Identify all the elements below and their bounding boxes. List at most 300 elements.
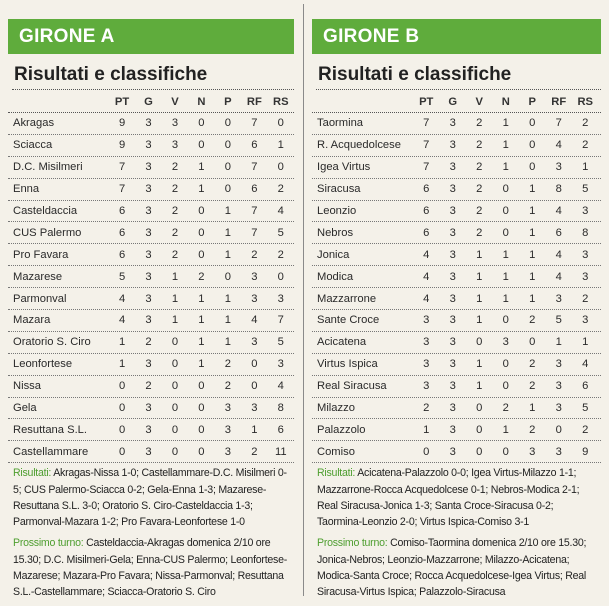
stat-cell: 7 <box>555 117 562 130</box>
stat-cell: 3 <box>145 139 152 152</box>
stat-cell: 7 <box>277 314 284 327</box>
stat-cell: 0 <box>502 183 509 196</box>
table-row <box>8 376 294 398</box>
stat-cell: 2 <box>145 336 152 349</box>
stat-cell: 8 <box>582 226 589 239</box>
team-name: Palazzolo <box>317 423 366 436</box>
stat-cell: 2 <box>582 292 589 305</box>
stat-cell: 1 <box>529 402 536 415</box>
stat-cell: 3 <box>449 402 456 415</box>
stat-cell: 0 <box>476 336 483 349</box>
stat-cell: 2 <box>476 205 483 217</box>
stat-cell: 0 <box>118 445 126 458</box>
stat-cell: 3 <box>423 336 430 349</box>
stat-cell: 1 <box>118 336 126 349</box>
stat-cell: 0 <box>198 139 205 152</box>
stat-cell: 0 <box>502 445 509 458</box>
stat-cell: 7 <box>251 205 258 217</box>
table-row <box>312 222 601 244</box>
stat-cell: 3 <box>582 205 589 217</box>
col-header: PT <box>419 96 434 108</box>
stat-cell: 3 <box>449 423 456 436</box>
girone-b-notes <box>312 463 601 600</box>
stat-cell: 1 <box>502 161 509 174</box>
stat-cell: 1 <box>198 183 205 196</box>
stat-cell: 1 <box>277 139 284 152</box>
stat-cell: 4 <box>251 314 258 327</box>
stat-cell: 1 <box>476 380 483 393</box>
stat-cell: 1 <box>224 292 231 305</box>
stat-cell: 2 <box>277 183 284 196</box>
stat-cell: 2 <box>145 380 152 393</box>
stat-cell: 0 <box>198 423 205 436</box>
stat-cell: 3 <box>555 292 562 305</box>
team-name: Milazzo <box>317 402 355 415</box>
stat-cell: 3 <box>171 117 179 130</box>
stat-cell: 6 <box>555 226 562 239</box>
table-row <box>8 398 294 420</box>
stat-cell: 1 <box>224 226 231 239</box>
col-header: RF <box>246 96 262 108</box>
table-row <box>8 113 294 135</box>
stat-cell: 1 <box>198 336 205 349</box>
team-name: Igea Virtus <box>317 161 371 174</box>
stat-cell: 2 <box>224 380 231 393</box>
stat-cell: 2 <box>476 117 483 130</box>
girone-b-banner: GIRONE B <box>312 19 601 54</box>
stat-cell: 0 <box>555 423 562 436</box>
stat-cell: 0 <box>251 358 258 371</box>
table-row <box>312 266 601 288</box>
stat-cell: 1 <box>502 423 509 436</box>
subtitle-rule <box>316 89 601 90</box>
stat-cell: 2 <box>171 248 179 261</box>
stat-cell: 6 <box>277 423 284 436</box>
stat-cell: 4 <box>118 314 126 327</box>
stat-cell: 0 <box>251 380 258 393</box>
stat-cell: 6 <box>423 183 430 196</box>
stat-cell: 0 <box>529 139 536 152</box>
girone-a-column <box>8 0 294 606</box>
table-row <box>8 266 294 288</box>
stat-cell: 1 <box>582 336 589 349</box>
girone-b-standings-table <box>312 96 601 463</box>
stat-cell: 5 <box>277 226 284 239</box>
team-name: Mazarese <box>13 270 63 283</box>
results-label: Risultati: <box>13 467 52 480</box>
stat-cell: 0 <box>529 161 536 174</box>
stat-cell: 3 <box>449 205 456 217</box>
stat-cell: 3 <box>145 423 152 436</box>
stat-cell: 3 <box>145 270 152 283</box>
stat-cell: 2 <box>582 139 589 152</box>
stat-cell: 3 <box>555 161 562 174</box>
table-row <box>312 179 601 201</box>
stat-cell: 3 <box>555 380 562 393</box>
girone-b-column <box>312 0 601 606</box>
stat-cell: 4 <box>423 270 430 283</box>
stat-cell: 7 <box>251 226 258 239</box>
stat-cell: 3 <box>145 183 152 196</box>
stat-cell: 2 <box>171 161 179 174</box>
girone-a-subtitle: Risultati e classifiche <box>14 64 208 85</box>
stat-cell: 3 <box>145 314 152 327</box>
results-paragraph <box>13 465 290 530</box>
stat-cell: 0 <box>198 226 205 239</box>
stat-cell: 3 <box>145 292 152 305</box>
col-header: RF <box>551 96 567 108</box>
stat-cell: 2 <box>251 248 258 261</box>
table-row <box>312 135 601 157</box>
col-header: P <box>224 96 232 108</box>
table-row <box>312 332 601 354</box>
stat-cell: 1 <box>224 248 231 261</box>
stat-cell: 8 <box>277 402 284 415</box>
team-name: Leonzio <box>317 205 357 217</box>
stat-cell: 1 <box>224 205 231 217</box>
stat-cell: 3 <box>582 270 589 283</box>
team-name: Sante Croce <box>317 314 380 327</box>
team-name: Resuttana S.L. <box>13 423 88 436</box>
table-row <box>8 288 294 310</box>
stat-cell: 0 <box>198 445 205 458</box>
team-name: Leonfortese <box>13 358 73 371</box>
stat-cell: 7 <box>423 161 430 174</box>
stat-cell: 3 <box>171 139 179 152</box>
stat-cell: 6 <box>423 205 430 217</box>
subtitle-rule <box>12 89 294 90</box>
results-text: Acicatena-Palazzolo 0-0; Igea Virtus-Milazzo 1-1; Mazzarrone-Rocca Acquedolcese 0-1; Nebros-Modica 2-1; Real Siracusa-Jonica 1-3; Santa Croce-Siracusa 0-2; Taormina-Leonzio 2-0; Virtus Ispica-Comiso 3-1 <box>317 467 580 529</box>
stat-cell: 3 <box>145 248 152 261</box>
stat-cell: 3 <box>449 270 456 283</box>
stat-cell: 0 <box>277 270 284 283</box>
col-header: V <box>171 96 179 108</box>
team-name: Akragas <box>13 117 55 130</box>
stat-cell: 1 <box>502 117 509 130</box>
stat-cell: 1 <box>529 226 536 239</box>
stat-cell: 4 <box>555 205 562 217</box>
stat-cell: 1 <box>171 292 179 305</box>
table-row <box>8 354 294 376</box>
stat-cell: 1 <box>198 358 205 371</box>
next-round-paragraph <box>13 535 290 600</box>
stat-cell: 3 <box>449 139 456 152</box>
stat-cell: 0 <box>502 226 509 239</box>
stat-cell: 0 <box>277 117 284 130</box>
girone-a-notes <box>8 463 294 600</box>
stat-cell: 0 <box>423 445 430 458</box>
stat-cell: 3 <box>449 336 456 349</box>
stat-cell: 3 <box>449 248 456 261</box>
stat-cell: 2 <box>277 248 284 261</box>
team-name: Mazara <box>13 314 51 327</box>
stat-cell: 2 <box>529 314 536 327</box>
table-row <box>8 201 294 223</box>
stat-cell: 5 <box>555 314 562 327</box>
table-row <box>8 222 294 244</box>
stat-cell: 0 <box>171 445 179 458</box>
stat-cell: 2 <box>476 226 483 239</box>
stat-cell: 1 <box>529 248 536 261</box>
stat-cell: 3 <box>449 314 456 327</box>
team-name: Nebros <box>317 226 354 239</box>
stat-cell: 0 <box>171 402 179 415</box>
table-row <box>312 419 601 441</box>
stat-cell: 4 <box>423 292 430 305</box>
stat-cell: 3 <box>251 336 258 349</box>
stat-cell: 0 <box>171 358 179 371</box>
stat-cell: 6 <box>423 226 430 239</box>
team-name: Comiso <box>317 445 355 458</box>
stat-cell: 3 <box>449 183 456 196</box>
stat-cell: 4 <box>118 292 126 305</box>
girone-a-rows <box>8 113 294 463</box>
table-row <box>8 135 294 157</box>
table-row <box>312 201 601 223</box>
stat-cell: 0 <box>224 161 231 174</box>
table-row <box>312 376 601 398</box>
col-header: PT <box>114 96 130 108</box>
stat-cell: 4 <box>582 358 589 371</box>
stat-cell: 2 <box>582 423 589 436</box>
col-header: V <box>475 96 483 108</box>
table-row <box>8 179 294 201</box>
girone-a-standings-table <box>8 96 294 463</box>
stat-cell: 3 <box>277 292 284 305</box>
stat-cell: 3 <box>449 445 456 458</box>
table-row <box>8 441 294 463</box>
stat-cell: 3 <box>277 358 284 371</box>
stat-cell: 1 <box>476 358 483 371</box>
stat-cell: 1 <box>198 161 205 174</box>
col-header: G <box>448 96 458 108</box>
stat-cell: 1 <box>529 205 536 217</box>
stat-cell: 0 <box>476 402 483 415</box>
stat-cell: 1 <box>171 270 179 283</box>
stat-cell: 0 <box>277 161 284 174</box>
stat-cell: 0 <box>224 270 231 283</box>
stat-cell: 4 <box>555 139 562 152</box>
stat-cell: 1 <box>529 270 536 283</box>
team-name: Oratorio S. Ciro <box>13 336 91 349</box>
stat-cell: 0 <box>198 117 205 130</box>
stat-cell: 0 <box>502 358 509 371</box>
stat-cell: 7 <box>251 117 258 130</box>
stat-cell: 0 <box>224 117 231 130</box>
stat-cell: 0 <box>529 117 536 130</box>
stat-cell: 1 <box>502 292 509 305</box>
table-row <box>312 113 601 135</box>
table-row <box>312 310 601 332</box>
stat-cell: 1 <box>251 423 258 436</box>
col-header: RS <box>577 96 594 108</box>
stat-cell: 3 <box>582 314 589 327</box>
stat-cell: 2 <box>476 183 483 196</box>
next-round-text: Comiso-Taormina domenica 2/10 ore 15.30; Jonica-Nebros; Leonzio-Mazzarrone; Milazzo-Acicatena; Modica-Santa Croce; Rocca Acquedolcese-Igea Virtus; Real Siracusa-Virtus Ispica; Palazzolo-Siracusa <box>317 537 587 599</box>
next-round-label: Prossimo turno: <box>13 537 84 550</box>
stat-cell: 1 <box>224 336 231 349</box>
team-name: Nissa <box>13 380 41 393</box>
stat-cell: 4 <box>277 205 284 217</box>
stat-cell: 5 <box>582 402 589 415</box>
girone-a-banner: GIRONE A <box>8 19 294 54</box>
stat-cell: 0 <box>502 314 509 327</box>
next-round-label: Prossimo turno: <box>317 537 388 550</box>
table-row <box>8 419 294 441</box>
stat-cell: 1 <box>224 314 231 327</box>
table-row <box>312 244 601 266</box>
stat-cell: 2 <box>224 358 231 371</box>
stat-cell: 2 <box>502 402 509 415</box>
table-row <box>8 157 294 179</box>
stat-cell: 0 <box>198 380 205 393</box>
stat-cell: 7 <box>251 161 258 174</box>
stat-cell: 3 <box>224 445 231 458</box>
stat-cell: 1 <box>198 314 205 327</box>
stat-cell: 1 <box>118 358 126 371</box>
stat-cell: 1 <box>476 292 483 305</box>
stat-cell: 3 <box>423 380 430 393</box>
stat-cell: 0 <box>118 423 126 436</box>
stat-cell: 0 <box>198 205 205 217</box>
stat-cell: 4 <box>555 248 562 261</box>
next-round-text: Casteldaccia-Akragas domenica 2/10 ore 15.30; D.C. Misilmeri-Gela; Enna-CUS Palermo; Leonfortese-Mazarese; Mazara-Pro Favara; Nissa-Parmonval; Resuttana S.L.-Castellammare; Sciacca-Oratorio S. Ciro <box>13 537 287 599</box>
stat-cell: 5 <box>582 183 589 196</box>
stat-cell: 8 <box>555 183 562 196</box>
stat-cell: 9 <box>582 445 589 458</box>
stat-cell: 2 <box>171 226 179 239</box>
stat-cell: 1 <box>476 270 483 283</box>
table-row <box>8 244 294 266</box>
stat-cell: 0 <box>171 380 179 393</box>
stat-cell: 0 <box>118 380 126 393</box>
team-name: Parmonval <box>13 292 67 305</box>
team-name: Jonica <box>317 248 350 261</box>
table-row <box>8 310 294 332</box>
stat-cell: 0 <box>198 402 205 415</box>
stat-cell: 7 <box>423 117 430 130</box>
stat-cell: 4 <box>277 380 284 393</box>
stat-cell: 3 <box>449 292 456 305</box>
girone-b-rows <box>312 113 601 463</box>
table-row <box>8 332 294 354</box>
stat-cell: 7 <box>118 183 126 196</box>
stat-cell: 3 <box>449 226 456 239</box>
stat-cell: 2 <box>171 205 179 217</box>
team-name: Siracusa <box>317 183 361 196</box>
stat-cell: 3 <box>145 117 152 130</box>
stat-cell: 5 <box>277 336 284 349</box>
team-name: Sciacca <box>13 139 53 152</box>
stat-cell: 5 <box>118 270 126 283</box>
stat-cell: 3 <box>145 161 152 174</box>
col-header: N <box>197 96 206 108</box>
stat-cell: 0 <box>171 336 179 349</box>
stat-cell: 6 <box>582 380 589 393</box>
stat-cell: 1 <box>198 292 205 305</box>
stat-cell: 0 <box>171 423 179 436</box>
stat-cell: 2 <box>529 358 536 371</box>
team-name: Acicatena <box>317 336 367 349</box>
stat-cell: 3 <box>555 445 562 458</box>
table-row <box>312 157 601 179</box>
stat-cell: 9 <box>118 117 126 130</box>
stat-cell: 2 <box>529 423 536 436</box>
stat-cell: 3 <box>449 380 456 393</box>
stat-cell: 1 <box>582 161 589 174</box>
stat-cell: 3 <box>224 402 231 415</box>
stat-cell: 3 <box>449 358 456 371</box>
stat-cell: 1 <box>529 183 536 196</box>
stat-cell: 3 <box>145 402 152 415</box>
stat-cell: 1 <box>529 292 536 305</box>
stat-cell: 6 <box>251 183 258 196</box>
stat-cell: 1 <box>502 270 509 283</box>
team-name: Gela <box>13 402 37 415</box>
next-round-paragraph <box>317 535 597 600</box>
stat-cell: 0 <box>529 336 536 349</box>
stat-cell: 1 <box>502 248 509 261</box>
results-paragraph <box>317 465 597 530</box>
stat-cell: 9 <box>118 139 126 152</box>
table-row <box>312 441 601 463</box>
team-name: Pro Favara <box>13 248 69 261</box>
table-row <box>312 398 601 420</box>
stat-cell: 6 <box>118 248 126 261</box>
stat-cell: 2 <box>582 117 589 130</box>
team-name: Modica <box>317 270 354 283</box>
stat-cell: 3 <box>555 402 562 415</box>
results-text: Akragas-Nissa 1-0; Castellammare-D.C. Misilmeri 0-5; CUS Palermo-Sciacca 0-2; Gela-Enna 1-3; Mazarese-Resuttana S.L. 3-0; Oratorio S. Ciro-Casteldaccia 1-3; Parmonval-Mazara 1-2; Pro Favara-Leonfortese 1-0 <box>13 467 287 529</box>
table-row <box>312 288 601 310</box>
stat-cell: 3 <box>224 423 231 436</box>
col-header: RS <box>273 96 289 108</box>
stat-cell: 0 <box>502 380 509 393</box>
stat-cell: 3 <box>423 314 430 327</box>
column-divider <box>303 4 304 596</box>
stat-cell: 1 <box>423 423 430 436</box>
stat-cell: 2 <box>198 270 205 283</box>
stat-cell: 3 <box>555 358 562 371</box>
stat-cell: 4 <box>423 248 430 261</box>
stat-cell: 3 <box>449 117 456 130</box>
team-name: Castellammare <box>13 445 89 458</box>
stat-cell: 2 <box>476 139 483 152</box>
stat-cell: 0 <box>224 183 231 196</box>
team-name: R. Acquedolcese <box>317 139 401 152</box>
stat-cell: 1 <box>555 336 562 349</box>
stat-cell: 2 <box>423 402 430 415</box>
stat-cell: 1 <box>171 314 179 327</box>
team-name: Casteldaccia <box>13 205 78 217</box>
stat-cell: 2 <box>171 183 179 196</box>
stat-cell: 11 <box>274 445 287 458</box>
stat-cell: 2 <box>476 161 483 174</box>
team-name: Enna <box>13 183 40 196</box>
stat-cell: 0 <box>502 205 509 217</box>
team-name: Virtus Ispica <box>317 358 378 371</box>
stat-cell: 3 <box>145 226 152 239</box>
stat-cell: 6 <box>118 205 126 217</box>
col-header: N <box>501 96 510 108</box>
stat-cell: 4 <box>555 270 562 283</box>
stat-cell: 7 <box>423 139 430 152</box>
team-name: D.C. Misilmeri <box>13 161 83 174</box>
col-header: G <box>144 96 153 108</box>
stat-cell: 3 <box>145 358 152 371</box>
results-label: Risultati: <box>317 467 356 480</box>
team-name: Mazzarrone <box>317 292 377 305</box>
